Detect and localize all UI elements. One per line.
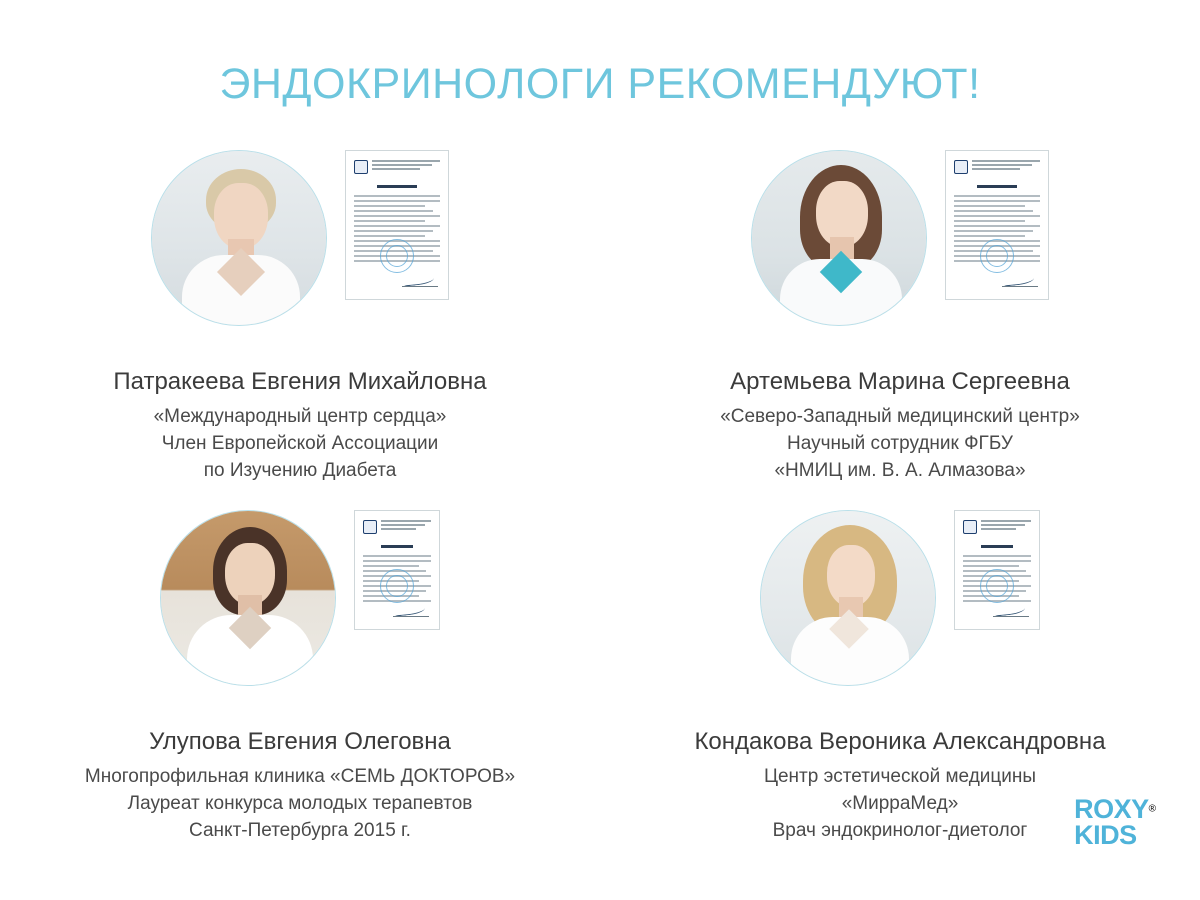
signature-icon [393,607,429,617]
doctor-detail-line: Научный сотрудник ФГБУ [787,432,1013,454]
certificate-artemyeva-image [945,150,1049,300]
certificate-kondakova-image [954,510,1040,630]
doctor-detail-line: «Северо-Западный медицинский центр» [720,406,1080,427]
doctor-detail-line: «Международный центр сердца» [153,406,447,427]
logo-line-roxy: ROXY [1074,794,1149,825]
doctor-detail-line: Многопрофильная клиника «СЕМЬ ДОКТОРОВ» [84,766,516,787]
doctor-detail-line: Санкт-Петербурга 2015 г. [189,819,411,841]
doctor-detail-line: Центр эстетической медицины [763,766,1037,787]
doctor-media-3 [160,510,440,710]
doctor-name: Патракеева Евгения Михайловна [113,368,487,395]
doctor-name: Кондакова Вероника Александровна [694,728,1106,755]
stamp-icon [980,239,1014,273]
seal-icon [954,160,968,174]
certificate-patrakeeva-image [345,150,449,300]
stamp-icon [980,569,1014,603]
doctor-name: Улупова Евгения Олеговна [149,728,451,755]
portrait-ulupova-image [160,510,336,686]
doctor-detail-line: Врач эндокринолог-диетолог [772,819,1028,841]
doctor-detail-line: «НМИЦ им. В. А. Алмазова» [774,459,1026,481]
registered-mark: ® [1148,804,1156,816]
certificate-ulupova-image [354,510,440,630]
doctor-detail-line: по Изучению Диабета [203,459,397,481]
doctor-card-2 [600,150,1200,510]
doctors-grid [0,150,1200,870]
doctor-info-4 [694,728,1105,845]
signature-icon [402,277,438,287]
doctor-detail-line: Лауреат конкурса молодых терапевтов [127,792,473,814]
doctor-media-1 [151,150,449,350]
portrait-kondakova-image [760,510,936,686]
doctor-info-3 [85,728,515,845]
doctor-info-2 [720,368,1080,485]
signature-icon [993,607,1029,617]
stamp-icon [380,239,414,273]
doctor-info-1 [113,368,486,485]
seal-icon [354,160,368,174]
signature-icon [1002,277,1038,287]
doctor-media-4 [760,510,1040,710]
doctor-name: Артемьева Марина Сергеевна [730,368,1070,395]
doctor-media-2 [751,150,1049,350]
doctor-card-1 [0,150,600,510]
page-title: ЭНДОКРИНОЛОГИ РЕКОМЕНДУЮТ! [219,60,981,108]
portrait-artemyeva-image [751,150,927,326]
logo-line-kids: KIDS [1074,820,1137,851]
seal-icon [963,520,977,534]
seal-icon [363,520,377,534]
doctor-card-3 [0,510,600,870]
stamp-icon [380,569,414,603]
doctor-detail-line: Член Европейской Ассоциации [161,432,439,454]
doctor-detail-line: «МиррaМед» [841,792,959,814]
brand-logo [1074,794,1156,851]
portrait-patrakeeva-image [151,150,327,326]
